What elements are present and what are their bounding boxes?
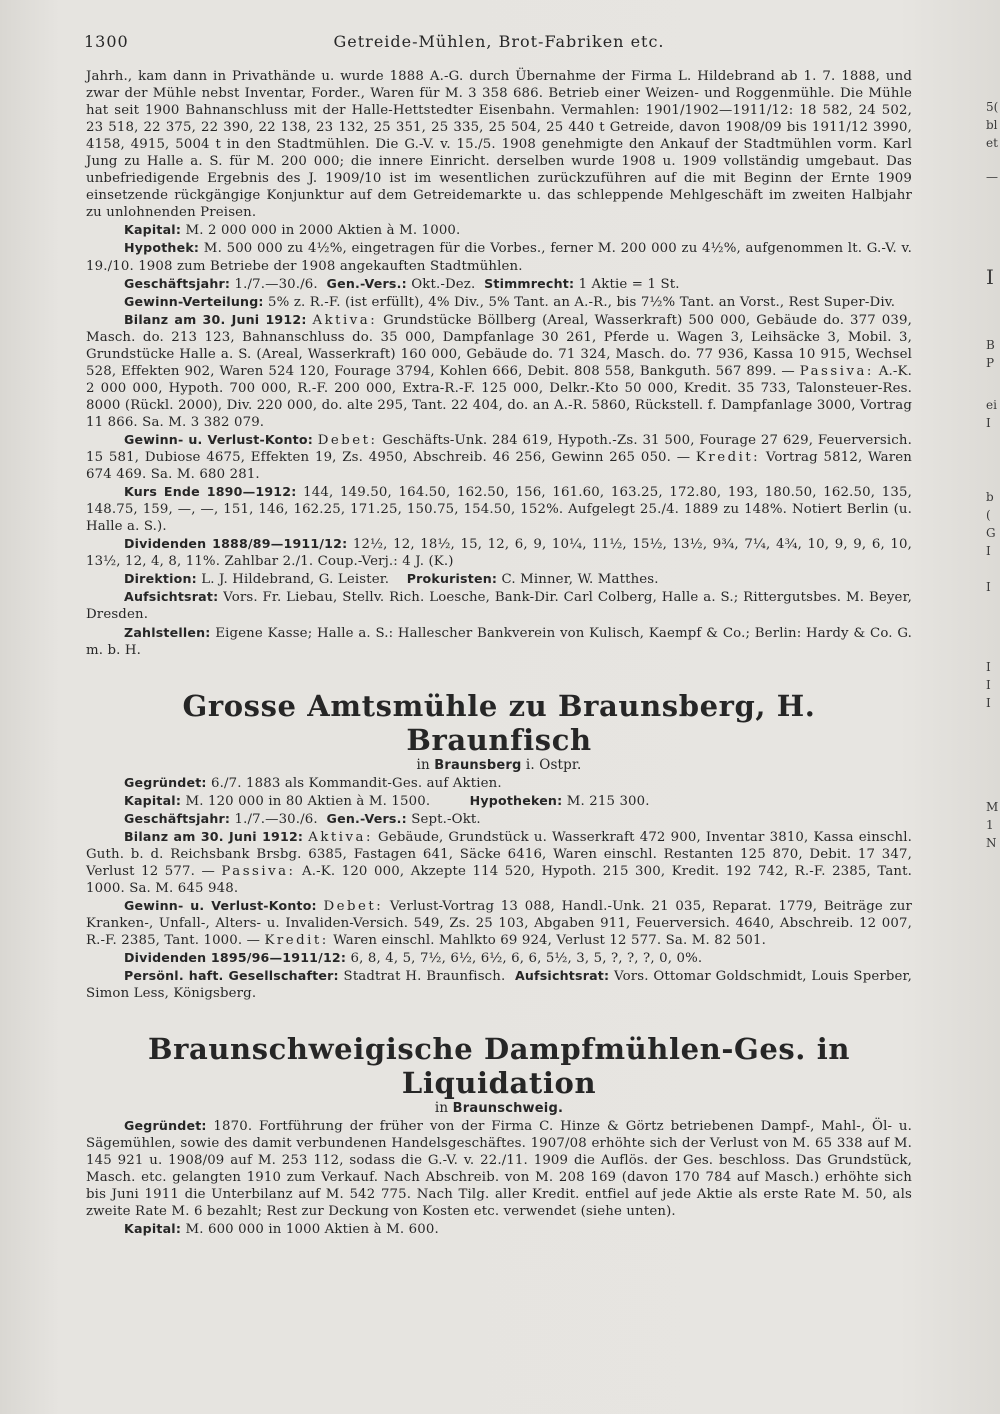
guv-para: Gewinn- u. Verlust-Konto: Debet: Geschäfts-Unk. 284 619, Hypoth.-Zs. 31 500, Fourage 27 629, Feuerversich. 15 581, Dubiose 4675, Effekten 19, Zs. 4950, Abschreib. 46 256, Gewinn 265 050. — Kredit: Vortrag 5812, Waren 674 469. Sa. M. 680 281. xyxy=(86,431,912,483)
gegruendet-para: Gegründet: 6./7. 1883 als Kommandit-Ges. auf Aktien. xyxy=(124,774,502,791)
margin-fragment: bl xyxy=(986,118,998,132)
margin-fragment: I xyxy=(986,678,991,692)
margin-fragment: — xyxy=(986,170,998,184)
margin-fragment: I xyxy=(986,265,994,289)
margin-fragment: G xyxy=(986,526,996,540)
company-location-braunschweig: in Braunschweig. xyxy=(434,1100,564,1117)
dividenden-para: Dividenden 1895/96—1911/12: 6, 8, 4, 5, 7½, 6½, 6½, 6, 6, 5½, 3, 5, ?, ?, ?, 0, 0%. xyxy=(124,950,703,967)
gesellschafter-para: Persönl. haft. Gesellschafter: Stadtrat H. Braunfisch. Aufsichtsrat: Vors. Ottomar Goldschmidt, Louis Sperber, Simon Less, Königsberg. xyxy=(86,968,912,1002)
entry-intro: Jahrh., kam dann in Privathände u. wurde 1888 A.-G. durch Übernahme der Firma L. Hildebrand ab 1. 7. 1888, und zwar der Mühle nebst Inventar, Forder., Waren für M. 3 358 686. Betrieb einer Weizen- und Roggenmühle. Die Mühle hat seit 1900 Bahnanschluss mit der Halle-Hettstedter Eisenbahn. Vermahlen: 1901/1902—1911/12: 18 582, 24 502, 23 518, 22 375, 22 390, 22 138, 23 132, 25 351, 25 335, 25 504, 25 440 t Getreide, davon 1908/09 bis 1911/12 3990, 4158, 4915, 5004 t in den Stadtmühlen. Die G.-V. v. 15./5. 1908 genehmigte den Ankauf der Stadtmühlen vorm. Karl Jung zu Halle a. S. für M. 200 000; die innere Einricht. derselben wurde 1908 u. 1909 vollständig umgebaut. Das unbefriedigende Ergebnis des J. 1909/10 ist im wesentlichen zurückzuführen auf die mit Beginn der Ernte 1909 einsetzende rückgängige Konjunktur auf dem Getreidemarkte u. das schleppende Mehlgeschäft im zweiten Halbjahr zu unlohnenden Preisen. xyxy=(86,69,912,221)
bilanz-para: Bilanz am 30. Juni 1912: Aktiva: Grundstücke Böllberg (Areal, Wasserkraft) 500 000, Gebäude do. 377 039, Masch. do. 213 123, Bahnanschluss do. 35 000, Dampfanlage 30 261, Pferde u. Wagen 3, Leihsäcke 3, Mobil. 3, Grundstücke Halle a. S. (Areal, Wasserkraft) 160 000, Gebäude do. 71 324, Masch. do. 77 936, Kassa 10 915, Wechsel 528, Effekten 902, Waren 524 120, Fourage 3794, Kohlen 666, Debit. 808 558, Bankguth. 567 899. — Passiva: A.-K. 2 000 000, Hypoth. 700 000, R.-F. 200 000, Extra-R.-F. 125 000, Delkr.-Kto 50 000, Kredit. 35 733, Talonsteuer-Res. 8000 (Rückl. 2000), Div. 220 000, do. alte 295, Tant. 22 404, do. an A.-R. 5860, Rückstell. f. Dampfanlage 3000, Vortrag 11 866. Sa. M. 3 382 079. xyxy=(86,311,913,430)
section-spacer xyxy=(86,1002,912,1032)
margin-fragment: M xyxy=(986,800,999,814)
running-title: Getreide-Mühlen, Brot-Fabriken etc. xyxy=(333,32,665,51)
page-header xyxy=(84,32,914,58)
hypothek-para: Hypothek: M. 500 000 zu 4½%, eingetragen für die Vorbes., ferner M. 200 000 zu 4½%, aufgenommen lt. G.-V. v. 19./10. 1908 zum Betriebe der 1908 angekauften Stadtmühlen. xyxy=(86,240,912,274)
direktion-para: Direktion: L. J. Hildebrand, G. Leister. Prokuristen: C. Minner, W. Matthes. xyxy=(124,571,659,588)
margin-fragment: ei xyxy=(986,398,997,412)
company-title-braunsberg: Grosse Amtsmühle zu Braunsberg, H. Braunfisch xyxy=(182,688,816,757)
margin-fragment: 5( xyxy=(986,100,999,114)
margin-fragment: ( xyxy=(986,508,991,522)
margin-fragment: I xyxy=(986,660,991,674)
dividenden-para: Dividenden 1888/89—1911/12: 12½, 12, 18½, 15, 12, 6, 9, 10¼, 11½, 15½, 13½, 9¾, 7¼, 4¾, 10, 9, 9, 6, 10, 13½, 12, 4, 8, 11%. Zahlbar 2./1. Coup.-Verj.: 4 J. (K.) xyxy=(86,536,913,570)
margin-fragment: N xyxy=(986,836,997,850)
margin-fragment: I xyxy=(986,416,991,430)
margin-fragment: et xyxy=(986,136,998,150)
company-title-braunschweig: Braunschweigische Dampfmühlen-Ges. in Liquidation xyxy=(147,1032,850,1101)
margin-fragment: B xyxy=(986,338,995,352)
margin-fragment: 1 xyxy=(986,818,994,832)
page-body xyxy=(86,68,912,1239)
margin-fragment: b xyxy=(986,490,994,504)
gegruendet-para: Gegründet: 1870. Fortführung der früher von der Firma C. Hinze & Görtz betriebenen Dampf-, Mahl-, Öl- u. Sägemühlen, sowie des damit verbundenen Handelsgeschäftes. 1907/08 erhöhte sich der Verlust von M. 65 338 auf M. 145 921 u. 1908/09 auf M. 253 112, sodass die G.-V. v. 22./11. 1909 die Auflös. der Ges. beschloss. Das Grundstück, Masch. etc. gelangten 1910 zum Verkauf. Nach Abschreib. von M. 208 169 (davon 170 784 auf Masch.) erhöhte sich bis Juni 1911 die Unterbilanz auf M. 542 775. Nach Tilg. aller Kredit. entfiel auf jede Aktie als erste Rate M. 50, als zweite Rate M. 6 bezahlt; Rest zur Deckung von Kosten etc. verwendet (siehe unten). xyxy=(86,1118,912,1220)
kapital-para: Kapital: M. 2 000 000 in 2000 Aktien à M. 1000. xyxy=(124,222,461,239)
geschaeftsjahr-para: Geschäftsjahr: 1./7.—30./6. Gen.-Vers.: Sept.-Okt. xyxy=(124,810,481,827)
section-spacer xyxy=(86,659,912,689)
margin-fragment: I xyxy=(986,696,991,710)
company-location-braunsberg: in Braunsberg i. Ostpr. xyxy=(416,756,582,773)
margin-fragment: I xyxy=(986,580,991,594)
kapital-para: Kapital: M. 120 000 in 80 Aktien à M. 1500. Hypotheken: M. 215 300. xyxy=(124,792,650,809)
bilanz-para: Bilanz am 30. Juni 1912: Aktiva: Gebäude, Grundstück u. Wasserkraft 472 900, Inventar 3810, Kassa einschl. Guth. b. d. Reichsbank Brsbg. 6385, Fastagen 641, Säcke 6416, Waren einschl. Restanten 125 870, Debit. 17 347, Verlust 12 577. — Passiva: A.-K. 120 000, Akzepte 114 520, Hypoth. 215 300, Kredit. 192 742, R.-F. 2385, Tant. 1000. Sa. M. 645 948. xyxy=(86,828,913,896)
guv-para: Gewinn- u. Verlust-Konto: Debet: Verlust-Vortrag 13 088, Handl.-Unk. 21 035, Reparat. 1779, Beiträge zur Kranken-, Unfall-, Alters- u. Invaliden-Versich. 549, Zs. 25 103, Abgaben 911, Feuerversich. 4640, Abschreib. 12 007, R.-F. 2385, Tant. 1000. — Kredit: Waren einschl. Mahlkto 69 924, Verlust 12 577. Sa. M. 82 501. xyxy=(86,897,912,949)
aufsichtsrat-para: Aufsichtsrat: Vors. Fr. Liebau, Stellv. Rich. Loesche, Bank-Dir. Carl Colberg, Halle a. S.; Rittergutsbes. M. Beyer, Dresden. xyxy=(86,589,912,623)
page-number: 1300 xyxy=(84,32,129,51)
kurs-para: Kurs Ende 1890—1912: 144, 149.50, 164.50, 162.50, 156, 161.60, 163.25, 172.80, 193, 180.50, 162.50, 135, 148.75, 159, —, —, 151, 146, 162.25, 171.25, 150.75, 154.50, 152%. Aufgelegt 25./4. 1889 zu 148%. Notiert Berlin (u. Halle a. S.). xyxy=(86,484,912,535)
gewinn-verteilung-para: Gewinn-Verteilung: 5% z. R.-F. (ist erfüllt), 4% Div., 5% Tant. an A.-R., bis 7½% Tant. an Vorst., Rest Super-Div. xyxy=(124,293,896,310)
geschaeftsjahr-para: Geschäftsjahr: 1./7.—30./6. Gen.-Vers.: Okt.-Dez. Stimmrecht: 1 Aktie = 1 St. xyxy=(124,275,680,292)
margin-fragment: I xyxy=(986,544,991,558)
margin-fragment: P xyxy=(986,356,995,370)
kapital-para: Kapital: M. 600 000 in 1000 Aktien à M. 600. xyxy=(124,1221,439,1238)
zahlstellen-para: Zahlstellen: Eigene Kasse; Halle a. S.: Hallescher Bankverein von Kulisch, Kaempf & Co.; Berlin: Hardy & Co. G. m. b. H. xyxy=(86,624,912,658)
